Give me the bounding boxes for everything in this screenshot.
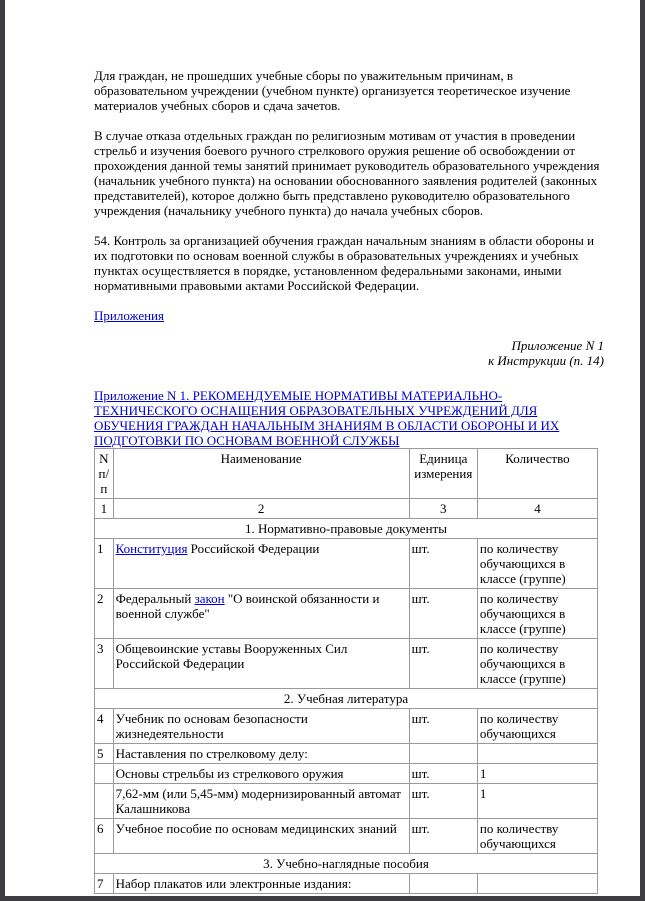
column-number: 2	[113, 499, 409, 519]
header-quantity: Количество	[477, 449, 597, 499]
norms-table	[94, 448, 598, 894]
table-row	[95, 764, 598, 784]
row-quantity: по количеству обучающихся	[477, 709, 597, 744]
row-quantity	[477, 744, 597, 764]
row-number: 4	[95, 709, 114, 744]
header-name: Наименование	[113, 449, 409, 499]
header-number: N п/п	[95, 449, 114, 499]
section-heading: 3. Учебно-наглядные пособия	[95, 854, 598, 874]
document-content	[94, 68, 604, 894]
row-unit	[409, 744, 477, 764]
law-link[interactable]: закон	[194, 591, 225, 606]
appendix-ref-line2: к Инструкции (п. 14)	[488, 353, 604, 368]
row-unit: шт.	[409, 589, 477, 639]
row-number	[95, 764, 114, 784]
paragraph: В случае отказа отдельных граждан по религиозным мотивам от участия в проведении стрельб и изучения боевого ручного стрелкового оружия решение об освобождении от прохождения данной темы занятий принимает руководитель образовательного учреждения (начальник учебного пункта) на основании обоснованного заявления родителей (законных представителей), которое должно быть представлено руководителю образовательного учреждения (начальнику учебного пункта) до начала учебных сборов.	[94, 128, 600, 218]
table-row	[95, 589, 598, 639]
header-unit: Единица измерения	[409, 449, 477, 499]
row-name: Учебное пособие по основам медицинских знаний	[113, 819, 409, 854]
row-unit: шт.	[409, 539, 477, 589]
column-number-row	[95, 499, 598, 519]
row-number: 6	[95, 819, 114, 854]
table-row	[95, 744, 598, 764]
table-row	[95, 874, 598, 894]
table-row	[95, 819, 598, 854]
row-number: 1	[95, 539, 114, 589]
row-name-text: "О воинской обязанности и военной службе"	[115, 591, 380, 621]
section-heading: 2. Учебная литература	[95, 689, 598, 709]
table-row	[95, 639, 598, 689]
row-number: 5	[95, 744, 114, 764]
row-number	[95, 784, 114, 819]
row-name: Учебник по основам безопасности жизнедеятельности	[113, 709, 409, 744]
row-unit: шт.	[409, 709, 477, 744]
row-quantity	[477, 874, 597, 894]
row-name	[113, 539, 409, 589]
row-unit: шт.	[409, 764, 477, 784]
row-quantity: 1	[477, 764, 597, 784]
table-row	[95, 709, 598, 744]
row-quantity: по количеству обучающихся	[477, 819, 597, 854]
row-number: 7	[95, 874, 114, 894]
column-number: 1	[95, 499, 114, 519]
row-name: Общевоинские уставы Вооруженных Сил Российской Федерации	[113, 639, 409, 689]
row-quantity: 1	[477, 784, 597, 819]
appendix-title-link[interactable]: Приложение N 1. РЕКОМЕНДУЕМЫЕ НОРМАТИВЫ МАТЕРИАЛЬНО-ТЕХНИЧЕСКОГО ОСНАЩЕНИЯ ОБРАЗОВАТЕЛЬНЫХ УЧРЕЖДЕНИЙ ДЛЯ ОБУЧЕНИЯ ГРАЖДАН НАЧАЛЬНЫМ ЗНАНИЯМ В ОБЛАСТИ ОБОРОНЫ И ИХ ПОДГОТОВКИ ПО ОСНОВАМ ВОЕННОЙ СЛУЖБЫ	[94, 388, 560, 448]
row-unit: шт.	[409, 639, 477, 689]
row-number: 3	[95, 639, 114, 689]
table-row	[95, 784, 598, 819]
appendix-link[interactable]: Приложения	[94, 308, 164, 323]
paragraph: 54. Контроль за организацией обучения граждан начальным знаниям в области обороны и их подготовки по основам военной службы в образовательных учреждениях и учебных пунктах осуществляется в порядке, установленном федеральными законами, иными нормативными правовыми актами Российской Федерации.	[94, 233, 595, 293]
row-name	[113, 589, 409, 639]
document-page	[5, 0, 640, 896]
row-unit: шт.	[409, 819, 477, 854]
row-quantity: по количеству обучающихся в классе (группе)	[477, 539, 597, 589]
appendix-ref-line1: Приложение N 1	[511, 338, 604, 353]
row-unit: шт.	[409, 784, 477, 819]
row-number: 2	[95, 589, 114, 639]
row-name: Набор плакатов или электронные издания:	[113, 874, 409, 894]
paragraph: Для граждан, не прошедших учебные сборы по уважительным причинам, в образовательном учреждении (учебном пункте) организуется теоретическое изучение материалов учебных сборов и сдача зачетов.	[94, 68, 571, 113]
row-name: Наставления по стрелковому делу:	[113, 744, 409, 764]
row-unit	[409, 874, 477, 894]
row-name: 7,62-мм (или 5,45-мм) модернизированный автомат Калашникова	[113, 784, 409, 819]
table-row	[95, 539, 598, 589]
table-header-row	[95, 449, 598, 499]
row-quantity: по количеству обучающихся в классе (группе)	[477, 639, 597, 689]
row-name-text: Российской Федерации	[187, 541, 320, 556]
column-number: 3	[409, 499, 477, 519]
row-name-prefix: Федеральный	[115, 591, 195, 606]
row-quantity: по количеству обучающихся в классе (группе)	[477, 589, 597, 639]
section-heading: 1. Нормативно-правовые документы	[95, 519, 598, 539]
constitution-link[interactable]: Конституция	[115, 541, 188, 556]
row-name: Основы стрельбы из стрелкового оружия	[113, 764, 409, 784]
column-number: 4	[477, 499, 597, 519]
